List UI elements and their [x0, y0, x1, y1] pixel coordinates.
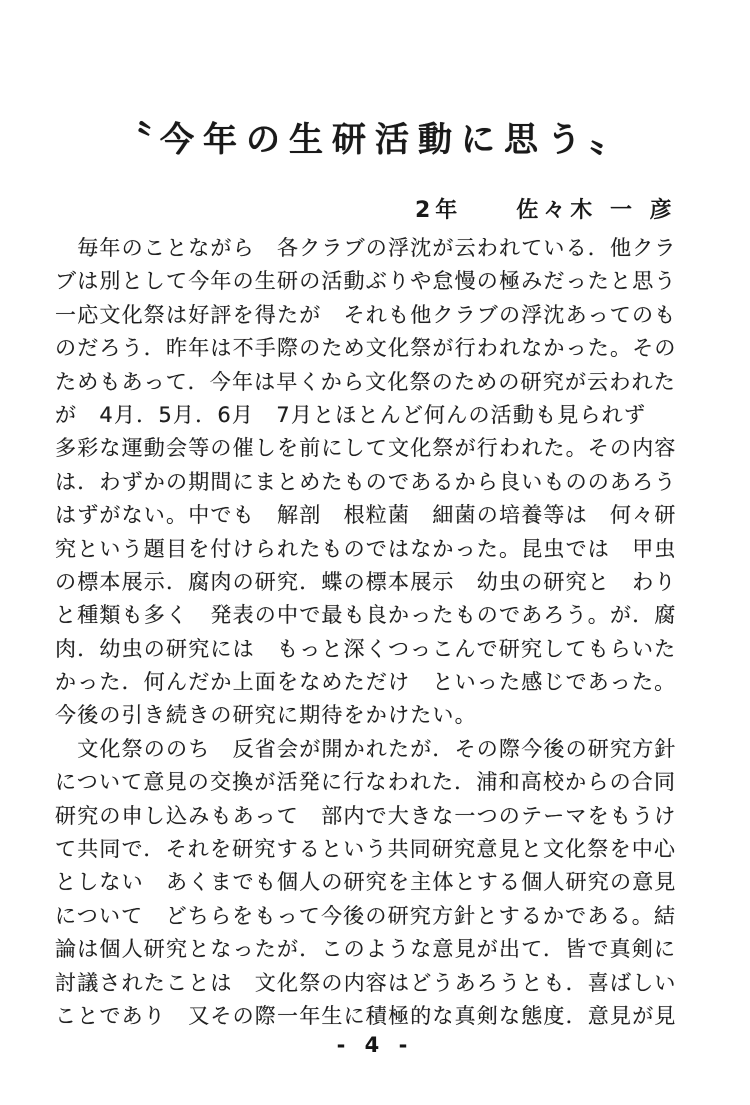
body-line: はずがない。中でも 解剖 根粒菌 細菌の培養等は 何々研: [55, 503, 677, 528]
article-title: 〝今年の生研活動に思う〟: [117, 120, 633, 160]
body-line: 毎年のことながら 各クラブの浮沈が云われている．他クラ: [55, 236, 677, 260]
body-line: のだろう．昨年は不手際のため文化祭が行われなかった。その: [55, 336, 677, 361]
body-line: 一応文化祭は好評を得たが それも他クラブの浮沈あってのも: [55, 302, 677, 327]
body-line: 討議されたことは 文化祭の内容はどうあろうとも．喜ばしい: [55, 970, 677, 995]
body-line: 論は個人研究となったが．このような意見が出て．皆で真剣に: [55, 937, 677, 962]
body-line: 多彩な運動会等の催しを前にして文化祭が行われた。その内容: [55, 436, 677, 461]
body-line: て共同で．それを研究するという共同研究意見と文化祭を中心: [55, 837, 677, 862]
body-line: 文化祭ののち 反省会が開かれたが．その際今後の研究方針: [55, 736, 677, 761]
article-body: [55, 232, 700, 1033]
body-line: 究という題目を付けられたものではなかった。昆虫では 甲虫: [55, 536, 677, 561]
body-line: ブは別として今年の生研の活動ぶりや怠慢の極みだったと思う: [55, 269, 677, 294]
body-line: ことであり 又その際一年生に積極的な真剣な態度．意見が見: [55, 1003, 677, 1028]
body-line: としない あくまでも個人の研究を主体とする個人研究の意見: [55, 870, 677, 895]
body-line: 研究の申し込みもあって 部内で大きな一つのテーマをもうけ: [55, 803, 677, 828]
body-line: 肉．幼虫の研究には もっと深くつっこんで研究してもらいた: [55, 636, 677, 661]
body-line: について どちらをもって今後の研究方針とするかである。結: [55, 903, 677, 928]
body-line: は．わずかの期間にまとめたものであるから良いもののあろう: [55, 469, 677, 494]
body-line: 今後の引き続きの研究に期待をかけたい。: [55, 703, 477, 728]
body-line: が 4月．5月．6月 7月とほとんど何んの活動も見られず: [55, 402, 647, 427]
body-line: の標本展示．腐肉の研究．蝶の標本展示 幼虫の研究と わり: [55, 569, 677, 594]
page-number: - 4 -: [336, 1033, 414, 1057]
body-line: と種類も多く 発表の中で最も良かったものであろう。が．腐: [55, 603, 677, 628]
body-line: について意見の交換が活発に行なわれた．浦和高校からの合同: [55, 770, 677, 795]
author-byline: 2年 佐々木 一 彦: [415, 198, 677, 223]
body-line: かった．何んだか上面をなめただけ といった感じであった。: [55, 670, 677, 695]
body-line: ためもあって．今年は早くから文化祭のための研究が云われた: [55, 369, 676, 394]
